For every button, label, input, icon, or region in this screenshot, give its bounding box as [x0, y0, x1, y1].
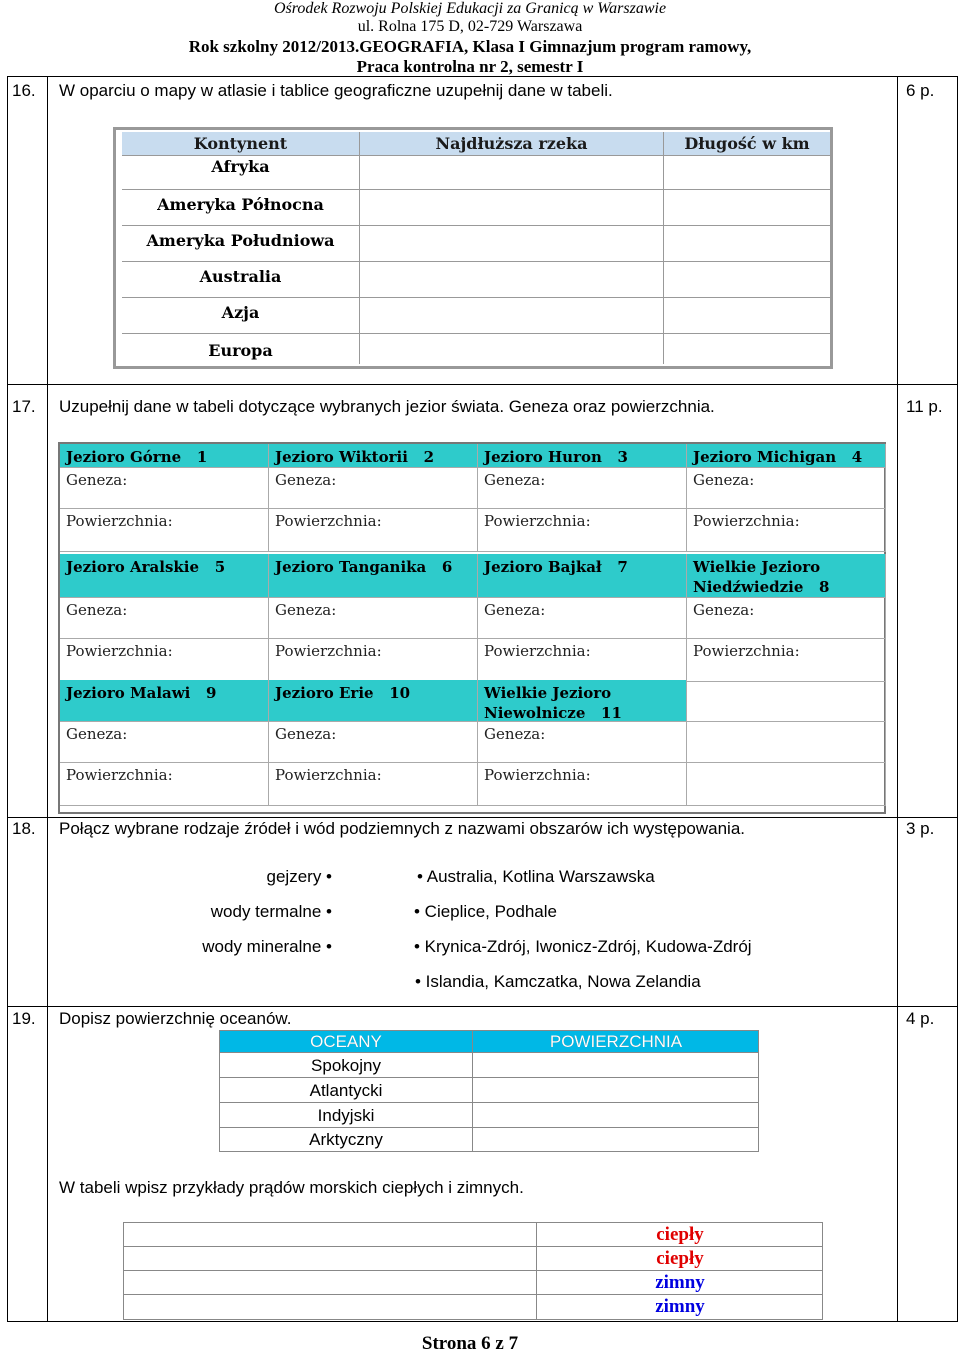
lake-genesis-field[interactable]: Geneza: — [687, 468, 886, 509]
col-area-header: POWIERZCHNIA — [549, 1032, 683, 1051]
q19-number: 19. — [12, 1009, 36, 1028]
currents-table — [123, 1222, 823, 1320]
lake-area-field[interactable]: Powierzchnia: — [60, 763, 269, 806]
table-header-row — [122, 132, 830, 156]
lake-genesis-field[interactable]: Geneza: — [269, 722, 478, 763]
lake-name: Jezioro Malawi 9 — [60, 680, 269, 722]
ocean-name: Arktyczny — [220, 1128, 473, 1152]
col-river-header: Najdłuższa rzeka — [360, 132, 664, 155]
area-option[interactable]: • Cieplice, Podhale — [414, 902, 557, 921]
q17-lakes-table — [58, 442, 886, 814]
table-row — [220, 1128, 758, 1152]
q18-points: 3 p. — [906, 819, 935, 838]
ocean-area-cell[interactable] — [474, 1078, 758, 1102]
q17-points: 11 p. — [906, 397, 943, 416]
current-entry-cell[interactable] — [124, 1271, 537, 1294]
lake-genesis-field[interactable]: Geneza: — [60, 598, 269, 639]
q18-text: Połącz wybrane rodzaje źródeł i wód podziemnych z nazwami obszarów ich występowania. — [59, 819, 745, 838]
lake-genesis-field[interactable]: Geneza: — [269, 598, 478, 639]
table-row — [220, 1053, 758, 1078]
continent-cell: Europa — [122, 334, 360, 364]
lake-name: Wielkie Jezioro Niewolnicze 11 — [478, 680, 687, 722]
length-cell[interactable] — [664, 190, 830, 225]
current-entry-cell[interactable] — [124, 1247, 537, 1270]
column-divider-right — [897, 76, 898, 1322]
currents-instruction: W tabeli wpisz przykłady prądów morskich ciepłych i zimnych. — [59, 1178, 524, 1197]
lake-genesis-field[interactable]: Geneza: — [478, 468, 687, 509]
lake-name: Wielkie Jezioro Niedźwiedzie 8 — [687, 554, 886, 598]
row-divider — [7, 817, 958, 818]
row-divider — [7, 384, 958, 385]
current-entry-cell[interactable] — [124, 1295, 537, 1319]
lake-name: Jezioro Tanganika 6 — [269, 554, 478, 598]
row-divider — [7, 1006, 958, 1007]
lake-area-field[interactable]: Powierzchnia: — [60, 509, 269, 552]
table-header-row — [220, 1031, 758, 1053]
lake-area-field[interactable]: Powierzchnia: — [478, 763, 687, 806]
river-cell[interactable] — [360, 334, 664, 364]
lake-name: Jezioro Michigan 4 — [687, 444, 886, 468]
river-cell[interactable] — [360, 226, 664, 261]
current-type-label: zimny — [655, 1272, 705, 1293]
page-number: Strona 6 z 7 — [421, 1333, 519, 1354]
lake-name: Jezioro Bajkał 7 — [478, 554, 687, 598]
source-mineral-waters[interactable]: wody mineralne • — [202, 937, 332, 956]
ocean-name: Atlantycki — [220, 1078, 473, 1102]
ocean-name: Spokojny — [220, 1053, 473, 1077]
river-cell[interactable] — [360, 190, 664, 225]
lake-genesis-field[interactable]: Geneza: — [687, 598, 886, 639]
table-row — [124, 1271, 822, 1295]
table-row — [122, 226, 830, 262]
lake-area-field[interactable]: Powierzchnia: — [269, 509, 478, 552]
river-cell[interactable] — [360, 262, 664, 297]
column-divider-left — [47, 76, 48, 1322]
header-address: ul. Rolna 175 D, 02-729 Warszawa — [357, 18, 583, 35]
continent-cell: Ameryka Północna — [122, 190, 360, 225]
current-type-label: ciepły — [656, 1224, 704, 1245]
table-row — [122, 298, 830, 334]
header-course: Rok szkolny 2012/2013.GEOGRAFIA, Klasa I Gimnazjum program ramowy, — [188, 37, 752, 56]
empty-cell — [687, 763, 886, 806]
table-row — [220, 1103, 758, 1128]
table-row — [124, 1295, 822, 1319]
river-cell[interactable] — [360, 156, 664, 189]
header-test: Praca kontrolna nr 2, semestr I — [356, 57, 584, 76]
lake-area-field[interactable]: Powierzchnia: — [687, 509, 886, 552]
length-cell[interactable] — [664, 226, 830, 261]
col-oceans-header: OCEANY — [220, 1031, 473, 1052]
lake-genesis-field[interactable]: Geneza: — [60, 722, 269, 763]
area-option[interactable]: • Krynica-Zdrój, Iwonicz-Zdrój, Kudowa-Zdrój — [414, 937, 752, 956]
lake-name: Jezioro Górne 1 — [60, 444, 269, 468]
area-option[interactable]: • Islandia, Kamczatka, Nowa Zelandia — [415, 972, 701, 991]
table-row — [220, 1078, 758, 1103]
length-cell[interactable] — [664, 156, 830, 189]
river-cell[interactable] — [360, 298, 664, 333]
current-type-label: ciepły — [656, 1248, 704, 1269]
q19-points: 4 p. — [906, 1009, 935, 1028]
continent-cell: Azja — [122, 298, 360, 333]
header-institution: Ośrodek Rozwoju Polskiej Edukacji za Granicą w Warszawie — [273, 0, 667, 17]
lake-area-field[interactable]: Powierzchnia: — [687, 639, 886, 682]
empty-cell — [687, 722, 886, 763]
lake-name: Jezioro Wiktorii 2 — [269, 444, 478, 468]
lake-area-field[interactable]: Powierzchnia: — [60, 639, 269, 682]
lake-name: Jezioro Erie 10 — [269, 680, 478, 722]
continent-cell: Afryka — [122, 156, 360, 189]
continent-cell: Ameryka Południowa — [122, 226, 360, 261]
lake-area-field[interactable]: Powierzchnia: — [478, 639, 687, 682]
length-cell[interactable] — [664, 298, 830, 333]
source-geysers[interactable]: gejzery • — [266, 867, 332, 886]
col-length-header: Długość w km — [684, 134, 810, 153]
lake-area-field[interactable]: Powierzchnia: — [478, 509, 687, 552]
q17-number: 17. — [12, 397, 36, 416]
table-row — [122, 334, 830, 364]
ocean-area-cell[interactable] — [474, 1103, 758, 1127]
q17-text: Uzupełnij dane w tabeli dotyczące wybranych jezior świata. Geneza oraz powierzchnia. — [59, 397, 715, 416]
lake-genesis-field[interactable]: Geneza: — [478, 598, 687, 639]
ocean-area-cell[interactable] — [474, 1128, 758, 1152]
table-row — [122, 190, 830, 226]
length-cell[interactable] — [664, 262, 830, 297]
lake-genesis-field[interactable]: Geneza: — [60, 468, 269, 509]
current-entry-cell[interactable] — [124, 1223, 537, 1246]
length-cell[interactable] — [664, 334, 830, 364]
q18-number: 18. — [12, 819, 36, 838]
q16-number: 16. — [12, 81, 36, 100]
q16-points: 6 p. — [906, 81, 935, 100]
q16-rivers-table — [113, 127, 833, 369]
area-option[interactable]: • Australia, Kotlina Warszawska — [417, 867, 655, 886]
q19-text: Dopisz powierzchnię oceanów. — [59, 1009, 292, 1028]
lake-genesis-field[interactable]: Geneza: — [269, 468, 478, 509]
ocean-area-cell[interactable] — [474, 1053, 758, 1077]
continent-cell: Australia — [122, 262, 360, 297]
table-row — [124, 1247, 822, 1271]
col-continent-header: Kontynent — [122, 132, 360, 155]
lake-name: Jezioro Aralskie 5 — [60, 554, 269, 598]
q19-oceans-table — [219, 1030, 759, 1152]
lake-area-field[interactable]: Powierzchnia: — [269, 639, 478, 682]
lake-genesis-field[interactable]: Geneza: — [478, 722, 687, 763]
lake-name: Jezioro Huron 3 — [478, 444, 687, 468]
q16-text: W oparciu o mapy w atlasie i tablice geograficzne uzupełnij dane w tabeli. — [59, 81, 613, 100]
empty-cell — [687, 680, 886, 722]
current-type-label: zimny — [655, 1296, 705, 1317]
ocean-name: Indyjski — [220, 1103, 473, 1127]
table-row — [124, 1223, 822, 1247]
table-row — [122, 262, 830, 298]
source-thermal-waters[interactable]: wody termalne • — [210, 902, 332, 921]
table-row — [122, 156, 830, 190]
lake-area-field[interactable]: Powierzchnia: — [269, 763, 478, 806]
